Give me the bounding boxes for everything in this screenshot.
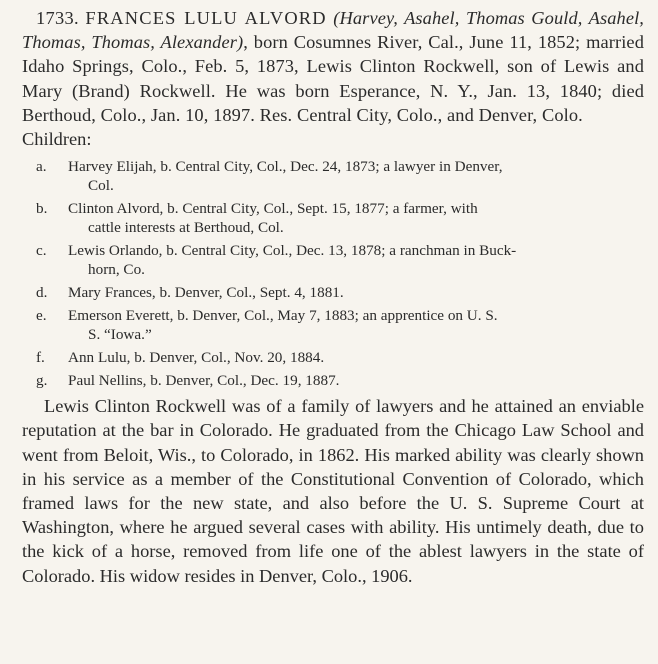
child-text-continued: horn, Co. [88, 261, 145, 279]
entry-number: 1733. [36, 8, 79, 28]
child-letter: e. [36, 307, 47, 325]
child-letter: g. [36, 372, 48, 390]
entry-text: , born Cosumnes River, Cal., June 11, 1852; married Idaho Springs, Colo., Feb. 5, 1873, Lewis Clinton Rockwell, son of Lewis and Mary (Brand) Rockwell. He was born Esperance, N. Y., Jan. 13, 1840; died Berthoud, Colo., Jan. 10, 1897. Res. Central City, Colo., and Denver, Colo. [22, 32, 644, 125]
child-letter: b. [36, 200, 48, 218]
child-text-continued: S. “Iowa.” [88, 326, 152, 344]
child-item [22, 371, 644, 390]
child-item [22, 306, 644, 344]
child-item [22, 283, 644, 302]
child-text: Emerson Everett, b. Denver, Col., May 7, 1883; an apprentice on U. S. [68, 307, 498, 325]
biography-paragraph: Lewis Clinton Rockwell was of a family of lawyers and he attained an enviable reputation at the bar in Colorado. He graduated from the Chicago Law School and went from Beloit, Wis., to Colorado, in 1862. His marked ability was clearly shown in his service as a member of the Constitutional Convention of Colorado, which framed laws for the new state, and also before the U. S. Supreme Court at Washington, where he argued several cases with ability. His untimely death, due to the kick of a horse, removed from life one of the ablest lawyers in the state of Colorado. His widow resides in Denver, Colo., 1906. [22, 396, 644, 586]
child-text: Clinton Alvord, b. Central City, Col., Sept. 15, 1877; a farmer, with [68, 200, 478, 218]
children-heading: Children: [22, 129, 92, 150]
child-letter: d. [36, 284, 48, 302]
child-text: Mary Frances, b. Denver, Col., Sept. 4, 1881. [68, 284, 344, 302]
entry-lineage: (Harvey, Asahel, Thomas Gould, Asahel, Thomas, Thomas, Alexander) [22, 8, 645, 53]
genealogy-entry [22, 6, 644, 127]
child-letter: c. [36, 242, 47, 260]
child-text-continued: cattle interests at Berthoud, Col. [88, 219, 284, 237]
child-item [22, 241, 644, 279]
child-text: Lewis Orlando, b. Central City, Col., Dec. 13, 1878; a ranchman in Buck- [68, 242, 517, 260]
child-text-continued: Col. [88, 177, 114, 195]
entry-name: FRANCES LULU ALVORD [85, 8, 327, 28]
child-text: Ann Lulu, b. Denver, Col., Nov. 20, 1884. [68, 349, 325, 367]
child-text: Paul Nellins, b. Denver, Col., Dec. 19, 1887. [68, 372, 340, 390]
child-item [22, 157, 644, 195]
children-list [22, 157, 644, 390]
child-letter: f. [36, 349, 45, 367]
child-item [22, 199, 644, 237]
child-item [22, 348, 644, 367]
child-text: Harvey Elijah, b. Central City, Col., Dec. 24, 1873; a lawyer in Denver, [68, 158, 503, 176]
child-letter: a. [36, 158, 47, 176]
